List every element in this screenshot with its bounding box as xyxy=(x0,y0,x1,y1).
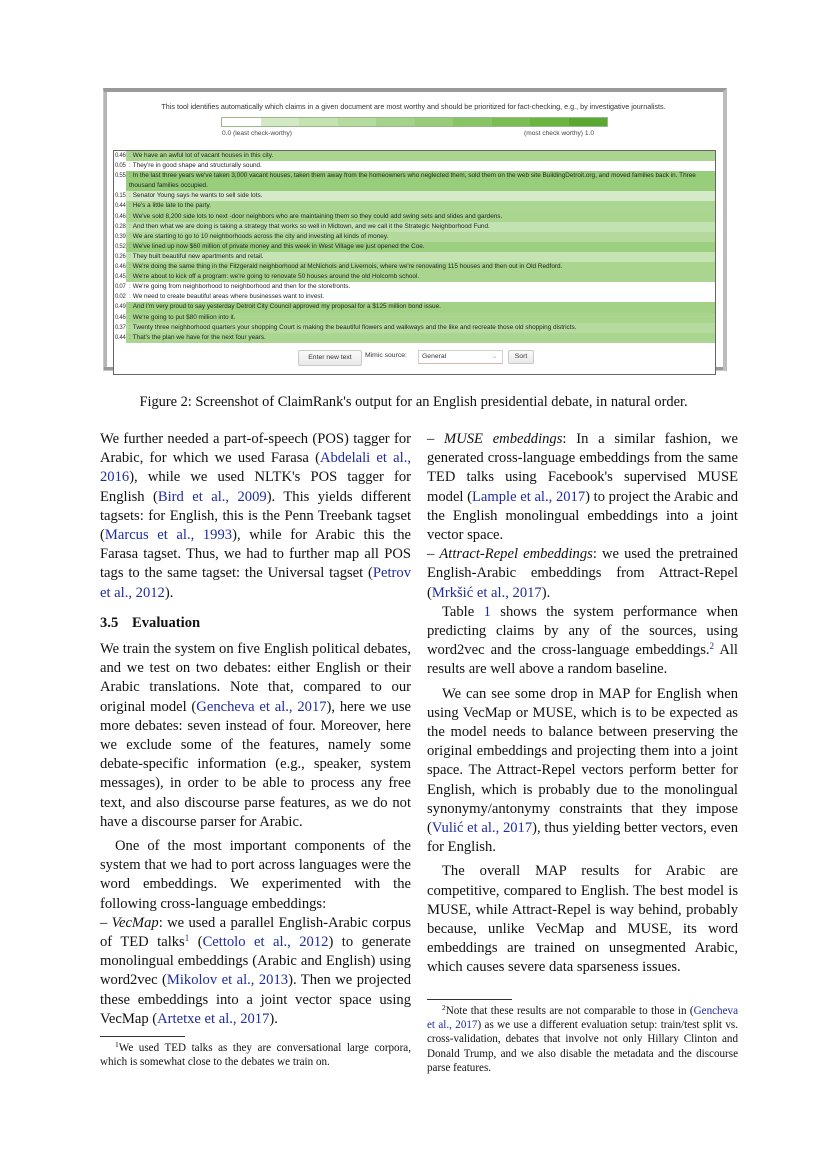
claim-score: 0.55 xyxy=(114,171,126,181)
footnote-text: ) as we use a different evaluation setup: train/test split vs. cross-validation, debates that involve not only Hillary Clinton and Donald Trump, and we also disable the metadata and the discourse parse features. xyxy=(427,1019,738,1074)
claim-score: 0.46 xyxy=(114,262,126,272)
claim-score: 0.46 xyxy=(114,313,126,323)
footnote-divider xyxy=(427,999,512,1000)
text: We can see some drop in MAP for English when using VecMap or MUSE, which is to be expected as the model needs to balance between preserving the original embeddings and projecting them into a joint space. The Attract-Repel vectors perform better for English, which is probably due to the monolingual synonymy/antonymy constraints that they impose ( xyxy=(427,685,738,837)
figure-caption: Figure 2: Screenshot of ClaimRank's output for an English presidential debate, in natural order. xyxy=(139,394,688,410)
footnote-marker[interactable]: 2 xyxy=(709,641,715,652)
footnote-number: 2 xyxy=(442,1003,446,1012)
citation-link[interactable]: Gencheva et al., 2017 xyxy=(427,1005,738,1032)
citation-link[interactable]: Mikolov et al., 2013 xyxy=(166,972,289,989)
section-number: 3.5 xyxy=(100,614,119,631)
text: ), thus yielding better vectors, even for English. xyxy=(427,820,739,856)
text: : we used a parallel English-Arabic corpus of TED talks xyxy=(100,914,411,951)
citation-link[interactable]: Mrkšić et al., 2017 xyxy=(431,584,542,601)
paragraph-evaluation xyxy=(100,640,411,832)
paragraph-embeddings-intro: One of the most important components of the system that we had to port across languages were the word embeddings. We experimented with the following cross-language embeddings: xyxy=(100,838,411,912)
scale-segment xyxy=(376,118,415,126)
text: ). Then we projected these embeddings into a joint vector space using VecMap ( xyxy=(100,972,411,1027)
claim-text: : That's the plan we have for the next four years. xyxy=(126,333,715,343)
claim-row xyxy=(114,272,715,282)
claim-text: : They built beautiful new apartments and retail. xyxy=(126,252,715,262)
claim-score: 0.49 xyxy=(114,302,126,312)
claim-text: : And then what we are doing is taking a strategy that works so well in Midtown, and we call it the Strategic Neighborhood Fund. xyxy=(126,222,715,232)
text: ), while for Arabic this the Farasa tagset. Thus, we had to further map all POS tags to the same tagset: the Universal tagset ( xyxy=(100,527,411,582)
paragraph-attract-repel xyxy=(427,545,738,603)
claimrank-screenshot-figure xyxy=(103,88,727,371)
claim-score: 0.46 xyxy=(114,212,126,222)
scale-segment xyxy=(261,118,300,126)
text: ). xyxy=(269,1010,278,1027)
claim-row xyxy=(114,151,715,161)
paragraph-muse xyxy=(427,430,738,545)
text: Table xyxy=(442,603,484,620)
text: ). xyxy=(541,584,551,601)
text: ), here we use more debates: seven instead of four. Moreover, here we exclude some of the features, namely some debate-specific information (e.g., speaker, system messages), in order to be able to process any free text, and also discourse parse features, as we do not have a discourse parser for Arabic. xyxy=(100,698,411,830)
text: ) to project the Arabic and the English monolingual embeddings into a joint vector space. xyxy=(427,488,738,544)
citation-link[interactable]: Gencheva et al., 2017 xyxy=(196,698,327,715)
claim-row xyxy=(114,302,715,312)
claim-row xyxy=(114,232,715,242)
claim-score: 0.26 xyxy=(114,252,126,262)
claim-row xyxy=(114,282,715,292)
paragraph-table-ref xyxy=(427,603,738,680)
claim-row xyxy=(114,171,715,191)
claim-score: 0.02 xyxy=(114,292,126,302)
footnote-text: We used TED talks as they are conversational large corpora, which is somewhat close to the debates we train on. xyxy=(100,1042,411,1069)
term: MUSE embeddings xyxy=(444,431,563,447)
text: All results are well above a random baseline. xyxy=(427,642,738,678)
claim-row xyxy=(114,252,715,262)
citation-link[interactable]: Cettolo et al., 2012 xyxy=(202,934,329,951)
paragraph-pos-tagger xyxy=(100,430,411,603)
claim-score: 0.39 xyxy=(114,232,126,242)
right-column xyxy=(427,430,738,978)
scale-segment xyxy=(338,118,377,126)
claim-text: : We are starting to go to 10 neighborhoods across the city and investing all kinds of money. xyxy=(126,232,715,242)
paragraph-map-drop xyxy=(427,685,738,858)
citation-link[interactable]: Lample et al., 2017 xyxy=(472,488,586,505)
claim-text: : Twenty three neighborhood quarters your shopping Court is making the beautiful flowers and walkways and the like and recreate those old shopping districts. xyxy=(126,323,715,333)
term: VecMap xyxy=(111,914,159,931)
scale-segment xyxy=(492,118,531,126)
scale-max-label: (most check worthy) 1.0 xyxy=(524,130,594,137)
mimic-source-label: Mimic source: xyxy=(365,352,407,359)
claim-score: 0.28 xyxy=(114,222,126,232)
citation-link[interactable]: Marcus et al., 1993 xyxy=(104,527,233,544)
text: shows the system performance when predicting claims by any of the sources, using word2vec and the cross-language embeddings. xyxy=(427,603,738,659)
claim-text: : Senator Young says he wants to sell side lots. xyxy=(126,191,715,201)
claim-text: : We've lined up now $60 million of private money and this week in West Village we just opened the Coe. xyxy=(126,242,715,252)
scale-segment xyxy=(453,118,492,126)
term: Attract-Repel embeddings xyxy=(439,546,593,563)
claim-score: 0.52 xyxy=(114,242,126,252)
mimic-source-value: General xyxy=(422,353,447,360)
claim-row xyxy=(114,222,715,232)
claim-text: : We're doing the same thing in the Fitzgerald neighborhood at McNichols and Livernois, where we're renovating 115 houses and then out in Old Redford. xyxy=(126,262,715,272)
claim-text: : We're going from neighborhood to neighborhood and then for the storefronts. xyxy=(126,282,715,292)
claim-text: : He's a little late to the party. xyxy=(126,201,715,211)
claim-score: 0.46 xyxy=(114,151,126,161)
text: ), while we used NLTK's POS tagger for English ( xyxy=(100,469,411,505)
citation-link[interactable]: Petrov et al., 2012 xyxy=(100,565,411,601)
claim-score: 0.05 xyxy=(114,161,126,171)
claim-score: 0.07 xyxy=(114,282,126,292)
footnote-text: Note that these results are not comparable to those in ( xyxy=(445,1005,694,1017)
mimic-source-select[interactable] xyxy=(418,350,503,364)
scale-segment xyxy=(530,118,569,126)
footnote-marker[interactable]: 1 xyxy=(184,933,190,944)
text: We further needed a part-of-speech (POS) tagger for Arabic, for which we used Farasa ( xyxy=(100,431,411,467)
text: ) to generate monolingual embeddings (Arabic and English) using word2vec ( xyxy=(100,934,411,989)
claim-score: 0.44 xyxy=(114,333,126,343)
claim-score: 0.44 xyxy=(114,201,126,211)
citation-link[interactable]: Artetxe et al., 2017 xyxy=(157,1010,270,1027)
footnote-number: 1 xyxy=(115,1040,119,1049)
left-column xyxy=(100,430,411,1029)
citation-link[interactable]: Abdelali et al., 2016 xyxy=(100,450,411,486)
claim-text: : In the last three years we've taken 3,000 vacant houses, taken them away from the homeowners who neglected them, sold them on the web site BuildingDetroit.org, and moved families back in. Three thousand families occupied. xyxy=(126,171,715,191)
scale-min-label: 0.0 (least check-worthy) xyxy=(222,130,292,137)
claim-row xyxy=(114,323,715,333)
claim-text: : We're going to put $80 million into it. xyxy=(126,313,715,323)
sort-button[interactable]: Sort xyxy=(508,350,534,364)
paragraph-arabic-results: The overall MAP results for Arabic are competitive, compared to English. The best model is MUSE, while Attract-Repel is way behind, probably because, unlike VecMap and MUSE, its word embeddings are trained on unsegmented Arabic, which causes severe data sparseness issues. xyxy=(427,863,738,976)
footnote-1 xyxy=(100,1024,411,1069)
scale-segment xyxy=(569,118,608,126)
scale-segment xyxy=(222,118,261,126)
section-title: Evaluation xyxy=(132,614,201,631)
text: – xyxy=(100,914,112,931)
claim-row xyxy=(114,292,715,302)
tool-description: This tool identifies automatically which claims in a given document are most worthy and should be prioritized for fact-checking, e.g., by investigative journalists. xyxy=(161,102,666,111)
claim-text: : They're in good shape and structurally sound. xyxy=(126,161,715,171)
footnote-2 xyxy=(427,987,738,1075)
text: We train the system on five English political debates, and we test on two debates: either English or their Arabic translations. Note that, compared to our original model ( xyxy=(100,641,411,715)
table-reference-link[interactable]: 1 xyxy=(483,603,491,620)
text: – xyxy=(427,431,445,447)
paragraph-vecmap xyxy=(100,914,411,1029)
citation-link[interactable]: Bird et al., 2009 xyxy=(157,488,267,505)
section-heading xyxy=(100,614,411,633)
enter-new-text-button[interactable]: Enter new text xyxy=(298,350,362,366)
claim-row xyxy=(114,161,715,171)
claim-text: : We need to create beautiful areas where businesses want to invest. xyxy=(126,292,715,302)
claims-list xyxy=(113,150,716,375)
claim-row xyxy=(114,333,715,343)
claim-score: 0.37 xyxy=(114,323,126,333)
scale-segment xyxy=(299,118,338,126)
claim-row xyxy=(114,212,715,222)
scale-segment xyxy=(415,118,454,126)
text: : In a similar fashion, we generated cross-language embeddings from the same TED talks using Facebook's supervised MUSE model ( xyxy=(427,431,738,505)
claim-row xyxy=(114,201,715,211)
footnote-divider xyxy=(100,1036,185,1037)
claim-score: 0.15 xyxy=(114,191,126,201)
claim-row xyxy=(114,242,715,252)
claim-row xyxy=(114,313,715,323)
text: ). This yields different tagsets: for English, this is the Penn Treebank tagset ( xyxy=(100,488,411,544)
claim-row xyxy=(114,191,715,201)
text: ). xyxy=(164,584,174,601)
citation-link[interactable]: Vulić et al., 2017 xyxy=(431,820,533,837)
text: ( xyxy=(189,934,203,951)
check-worthiness-color-scale xyxy=(221,117,608,127)
claim-text: : And I'm very proud to say yesterday Detroit City Council approved my proposal for a $125 million bond issue. xyxy=(126,302,715,312)
claim-row xyxy=(114,262,715,272)
claim-text: : We have an awful lot of vacant houses in this city. xyxy=(126,151,715,161)
text: : we used the pretrained English-Arabic embeddings from Attract-Repel ( xyxy=(427,546,738,601)
text: – xyxy=(427,546,440,563)
claim-text: : We're about to kick off a program: we're going to renovate 50 houses around the old Holcomb school. xyxy=(126,272,715,282)
figure-controls xyxy=(104,348,723,368)
chevron-down-icon: ⌄ xyxy=(491,354,497,360)
claim-score: 0.45 xyxy=(114,272,126,282)
claim-text: : We've sold 8,200 side lots to next -door neighbors who are maintaining them so they could add swing sets and slides and gardens. xyxy=(126,212,715,222)
